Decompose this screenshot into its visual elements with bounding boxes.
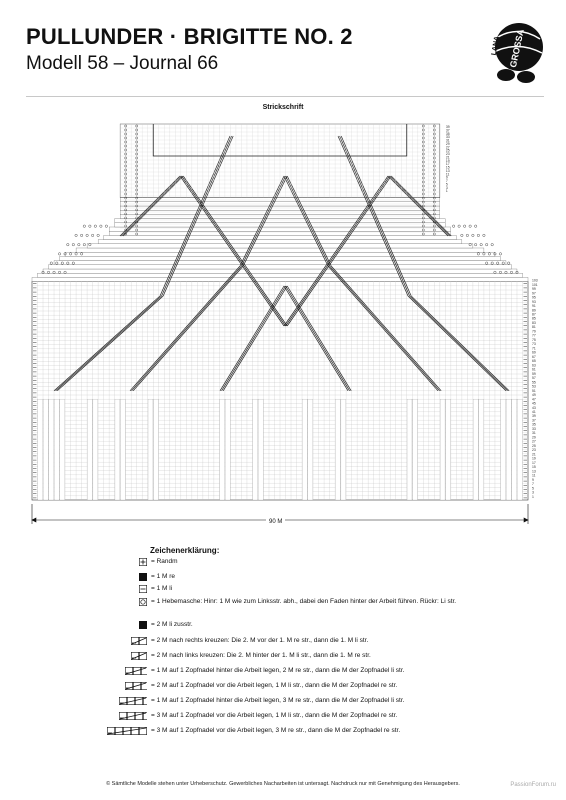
row-number: 95 [532,295,536,300]
svg-text:LANA: LANA [490,35,501,57]
row-number: 83 [532,320,536,325]
row-number: 81 [532,325,536,330]
row-number: 59 [532,371,536,376]
row-number: 15 [532,465,536,470]
legend-item [95,667,511,675]
row-number: 73 [532,342,536,347]
legend-item [95,712,511,720]
triangle-box-icon [95,621,151,629]
row-number: 1 [532,494,534,499]
row-number: 37 [445,128,450,133]
legend-item-text: = 1 M re [151,573,176,580]
row-number: 51 [532,388,536,393]
row-number: 7 [532,482,534,487]
cross-2-right-icon [95,637,151,645]
row-number: 23 [532,448,536,453]
row-number: 5 [445,182,448,187]
legend-item-text: = 2 M li zusstr. [151,621,193,628]
legend-item-text: = 2 M nach links kreuzen: Die 2. M hinter der 1. M li str., dann die 1. M re str. [151,652,371,659]
legend-item [95,697,511,705]
page-subtitle: Modell 58 – Journal 66 [26,53,219,74]
cross-2-left-icon [95,652,151,660]
row-number: 103 [532,278,538,283]
row-number: 37 [532,418,536,423]
row-number: 69 [532,350,536,355]
header-divider [26,96,544,97]
row-number: 71 [532,346,536,351]
cable-3-front-icon [95,682,151,690]
chart-grid [32,124,538,524]
row-number: 85 [532,316,536,321]
row-number: 49 [532,393,536,398]
row-number: 97 [532,291,536,296]
watermark: PassionForum.ru [510,782,556,788]
row-number: 91 [532,304,536,309]
row-number: 5 [532,486,534,491]
row-number: 13 [532,469,536,474]
row-number: 33 [532,426,536,431]
legend-item [95,558,511,566]
legend-item [95,637,511,645]
row-number: 1 [445,189,448,194]
row-number: 9 [445,175,448,180]
row-number: 67 [532,354,536,359]
row-number: 11 [445,172,450,177]
white-square-icon [95,585,151,593]
row-number: 75 [532,337,536,342]
row-number: 35 [445,131,450,136]
legend-item-text: = 1 Hebemasche: Hinr: 1 M wie zum Linksstr. abh., dabei den Faden hinter der Arbeit führen. Rückr: Li str. [151,598,457,605]
row-number: 27 [445,145,450,150]
svg-text:GROSSA: GROSSA [507,28,526,69]
row-number: 93 [532,299,536,304]
row-number: 21 [532,452,536,457]
cable-4-front-icon [95,712,151,720]
lana-grossa-logo [486,17,548,85]
row-number: 25 [445,148,450,153]
row-number: 21 [445,155,450,160]
legend-item [95,652,511,660]
row-number: 43 [532,405,536,410]
row-number: 7 [445,179,448,184]
cable-4-back-icon [95,697,151,705]
legend-item [95,573,511,581]
chart-title: Strickschrift [262,104,304,111]
legend-item-text: = 2 M auf 1 Zopfnadel vor die Arbeit legen, 1 M li str., dann die M der Zopfnadel re str. [151,682,398,689]
legend-item-text: = 3 M auf 1 Zopfnadel vor die Arbeit legen, 1 M li str., dann die M der Zopfnadel re str. [151,712,398,719]
row-number: 79 [532,329,536,334]
legend-item-text: = 2 M nach rechts kreuzen: Die 2. M vor der 1. M re str., dann die 1. M li str. [151,637,369,644]
legend-item-text: = Randm [151,558,178,565]
row-number: 9 [532,477,534,482]
row-number: 23 [445,152,450,157]
row-number: 19 [445,158,450,163]
row-number: 19 [532,456,536,461]
row-number: 99 [532,287,536,292]
legend-item-text: = 1 M auf 1 Zopfnadel hinter die Arbeit legen, 2 M re str., dann die M der Zopfnadel li str. [151,667,405,674]
row-number: 39 [445,125,450,129]
width-label: 90 M [266,519,285,525]
row-number: 15 [445,165,450,170]
row-number: 45 [532,401,536,406]
row-number: 89 [532,308,536,313]
cable-3-back-icon [95,667,151,675]
copyright-note: © Sämtliche Modelle stehen unter Urheberschutz. Gewerbliches Nacharbeiten ist untersagt. Nachdruck nur mit Genehmigung des Herausgebers. [106,781,460,787]
legend-item [95,682,511,690]
legend-item [95,598,511,606]
row-number: 29 [445,141,450,146]
black-square-icon [95,573,151,581]
row-number: 31 [532,431,536,436]
row-number: 65 [532,359,536,364]
row-number: 17 [445,162,450,167]
plus-box-icon [95,558,151,566]
row-number: 39 [532,414,536,419]
knitting-chart [20,116,548,536]
row-number: 55 [532,380,536,385]
legend-title: Zeichenerklärung: [150,546,220,555]
legend-item-text: = 1 M li [151,585,173,592]
legend-item-text: = 1 M auf 1 Zopfnadel hinter die Arbeit legen, 3 M re str., dann die M der Zopfnadel li str. [151,697,405,704]
legend-item [95,621,511,629]
row-number: 17 [532,460,536,465]
row-number: 35 [532,422,536,427]
page-title: PULLUNDER · BRIGITTE NO. 2 [26,24,353,49]
row-number: 31 [445,138,450,143]
row-number: 3 [445,185,448,190]
row-number: 27 [532,439,536,444]
row-number: 41 [532,409,536,414]
cable-6-icon [95,727,151,735]
row-number: 87 [532,312,536,317]
row-number: 47 [532,397,536,402]
row-number: 53 [532,384,536,389]
row-number: 77 [532,333,536,338]
legend-item-text: = 3 M auf 1 Zopfnadel vor die Arbeit legen, 3 M re str., dann die M der Zopfnadel re str. [151,727,401,734]
row-number: 57 [532,376,536,381]
row-number: 63 [532,363,536,368]
row-number: 25 [532,443,536,448]
row-number: 33 [445,135,450,140]
legend-item [95,585,511,593]
row-number: 29 [532,435,536,440]
row-number: 61 [532,367,536,372]
row-number: 11 [532,473,536,478]
row-number: 3 [532,490,534,495]
row-number: 13 [445,168,450,173]
legend-item [95,727,511,735]
circle-box-icon [95,598,151,606]
row-number: 101 [532,282,538,287]
